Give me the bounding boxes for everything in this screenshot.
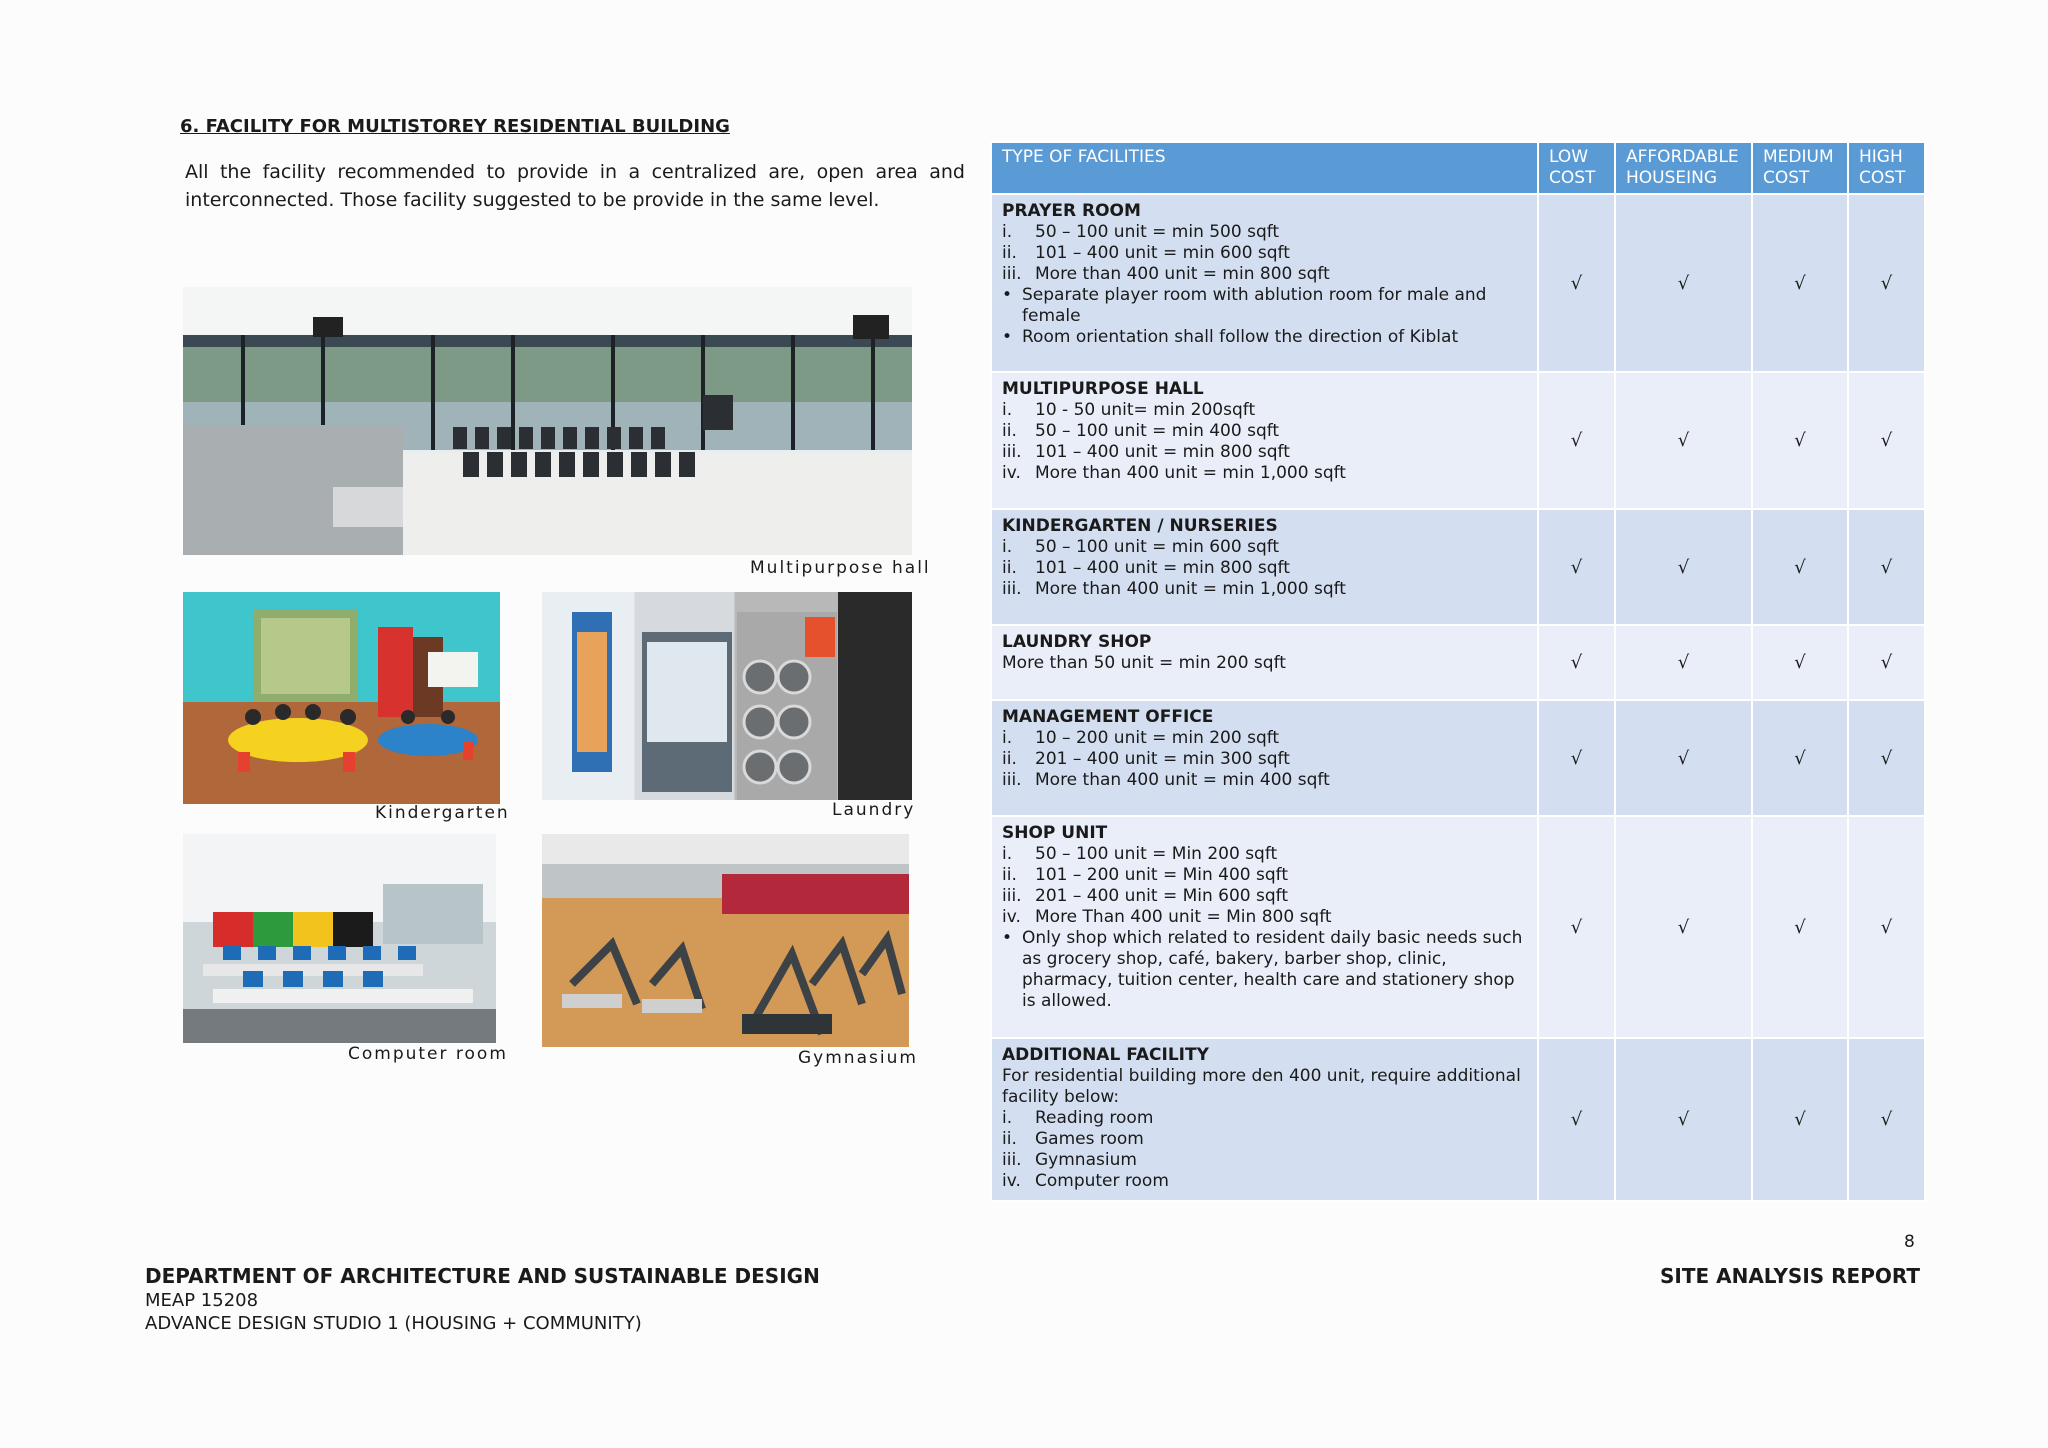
- footer-department: DEPARTMENT OF ARCHITECTURE AND SUSTAINABLE DESIGN: [145, 1264, 820, 1288]
- facility-title: PRAYER ROOM: [1002, 201, 1141, 221]
- check-mark-low-cost: √: [1538, 372, 1615, 509]
- facility-requirement-item: [1002, 770, 1527, 791]
- list-marker: ii.: [1002, 749, 1017, 769]
- check-mark-low-cost: √: [1538, 1038, 1615, 1201]
- check-mark-high-cost: √: [1848, 816, 1925, 1038]
- list-marker: i.: [1002, 537, 1013, 557]
- facility-bullet-note: [1002, 928, 1527, 1012]
- check-mark-medium-cost: √: [1752, 194, 1848, 372]
- bullet-icon: •: [1002, 928, 1013, 948]
- table-row: [991, 700, 1925, 816]
- list-item-text: 101 – 400 unit = min 800 sqft: [1035, 558, 1290, 578]
- list-marker: i.: [1002, 400, 1013, 420]
- facility-requirement-item: [1002, 537, 1527, 558]
- bullet-icon: •: [1002, 327, 1013, 347]
- facility-description-cell: [991, 1038, 1538, 1201]
- check-mark-high-cost: √: [1848, 625, 1925, 700]
- header-type-of-facilities: TYPE OF FACILITIES: [991, 142, 1538, 194]
- list-marker: i.: [1002, 1108, 1013, 1128]
- list-item-text: 50 – 100 unit = min 600 sqft: [1035, 537, 1280, 557]
- section-heading: 6. FACILITY FOR MULTISTOREY RESIDENTIAL BUILDING: [180, 116, 730, 137]
- facility-requirement-item: [1002, 1171, 1527, 1192]
- table-row: [991, 372, 1925, 509]
- bullet-icon: •: [1002, 285, 1013, 305]
- facility-requirement-item: [1002, 844, 1527, 865]
- list-marker: iii.: [1002, 770, 1022, 790]
- facility-requirement-item: [1002, 865, 1527, 886]
- list-marker: ii.: [1002, 421, 1017, 441]
- bullet-text: Separate player room with ablution room for male and female: [1022, 285, 1487, 326]
- facility-note: For residential building more den 400 unit, require additional facility below:: [1002, 1066, 1521, 1107]
- list-item-text: 50 – 100 unit = Min 200 sqft: [1035, 844, 1278, 864]
- table-row: [991, 509, 1925, 625]
- facility-description-cell: [991, 816, 1538, 1038]
- list-marker: iv.: [1002, 463, 1021, 483]
- laundry-caption: Laundry: [832, 800, 916, 820]
- laundry-photo: [542, 592, 912, 800]
- computer-room-caption: Computer room: [348, 1044, 508, 1064]
- list-item-text: 10 - 50 unit= min 200sqft: [1035, 400, 1256, 420]
- header-high-cost: HIGH COST: [1848, 142, 1925, 194]
- check-mark-affordable-housing: √: [1615, 1038, 1752, 1201]
- facility-requirement-item: [1002, 749, 1527, 770]
- facility-requirement-item: [1002, 1150, 1527, 1171]
- check-mark-low-cost: √: [1538, 700, 1615, 816]
- intro-paragraph: All the facility recommended to provide in a centralized are, open area and interconnected. Those facility suggested to be provide in the same level.: [185, 161, 965, 211]
- computer-room-photo: [183, 834, 496, 1043]
- list-marker: iii.: [1002, 579, 1022, 599]
- list-item-text: 10 – 200 unit = min 200 sqft: [1035, 728, 1280, 748]
- table-row: [991, 625, 1925, 700]
- check-mark-affordable-housing: √: [1615, 816, 1752, 1038]
- facility-requirement-item: [1002, 886, 1527, 907]
- list-item-text: Games room: [1035, 1129, 1144, 1149]
- list-marker: iii.: [1002, 442, 1022, 462]
- list-item-text: Gymnasium: [1035, 1150, 1137, 1170]
- list-item-text: More than 400 unit = min 800 sqft: [1035, 264, 1330, 284]
- check-mark-affordable-housing: √: [1615, 700, 1752, 816]
- facility-requirement-item: [1002, 400, 1527, 421]
- list-marker: i.: [1002, 844, 1013, 864]
- facilities-table: [990, 141, 1926, 1202]
- footer-course-name: ADVANCE DESIGN STUDIO 1 (HOUSING + COMMUNITY): [145, 1313, 642, 1334]
- list-marker: i.: [1002, 222, 1013, 242]
- facility-requirement-item: [1002, 728, 1527, 749]
- facility-requirement-item: [1002, 463, 1527, 484]
- facility-requirement-item: [1002, 579, 1527, 600]
- check-mark-affordable-housing: √: [1615, 194, 1752, 372]
- header-affordable-housing: AFFORDABLE HOUSEING: [1615, 142, 1752, 194]
- check-mark-low-cost: √: [1538, 625, 1615, 700]
- check-mark-medium-cost: √: [1752, 509, 1848, 625]
- check-mark-medium-cost: √: [1752, 1038, 1848, 1201]
- facility-requirement-item: [1002, 421, 1527, 442]
- list-item-text: More than 400 unit = min 1,000 sqft: [1035, 463, 1346, 483]
- facility-title: MANAGEMENT OFFICE: [1002, 707, 1214, 727]
- check-mark-affordable-housing: √: [1615, 509, 1752, 625]
- facility-bullet-note: [1002, 327, 1527, 348]
- facility-title: LAUNDRY SHOP: [1002, 632, 1152, 652]
- list-item-text: 50 – 100 unit = min 500 sqft: [1035, 222, 1280, 242]
- check-mark-medium-cost: √: [1752, 700, 1848, 816]
- facility-title: ADDITIONAL FACILITY: [1002, 1045, 1209, 1065]
- list-item-text: More than 400 unit = min 1,000 sqft: [1035, 579, 1346, 599]
- check-mark-high-cost: √: [1848, 700, 1925, 816]
- multipurpose-hall-photo: [183, 287, 912, 555]
- table-row: [991, 816, 1925, 1038]
- gymnasium-photo: [542, 834, 909, 1047]
- facility-bullet-note: [1002, 285, 1527, 327]
- kindergarten-caption: Kindergarten: [375, 803, 510, 823]
- list-marker: iii.: [1002, 1150, 1022, 1170]
- list-item-text: 101 – 400 unit = min 600 sqft: [1035, 243, 1290, 263]
- footer-course-code: MEAP 15208: [145, 1290, 259, 1311]
- check-mark-low-cost: √: [1538, 509, 1615, 625]
- header-medium-cost: MEDIUM COST: [1752, 142, 1848, 194]
- page-number: 8: [1904, 1232, 1915, 1252]
- footer-report-title: SITE ANALYSIS REPORT: [1660, 1264, 1920, 1288]
- table-row: [991, 1038, 1925, 1201]
- list-item-text: More Than 400 unit = Min 800 sqft: [1035, 907, 1332, 927]
- list-item-text: 101 – 200 unit = Min 400 sqft: [1035, 865, 1289, 885]
- list-item-text: More than 400 unit = min 400 sqft: [1035, 770, 1330, 790]
- multipurpose-hall-caption: Multipurpose hall: [750, 558, 931, 578]
- facility-requirement-item: [1002, 264, 1527, 285]
- bullet-text: Room orientation shall follow the direction of Kiblat: [1022, 327, 1459, 347]
- list-item-text: 201 – 400 unit = Min 600 sqft: [1035, 886, 1289, 906]
- list-marker: ii.: [1002, 558, 1017, 578]
- table-header-row: [991, 142, 1925, 194]
- list-item-text: Reading room: [1035, 1108, 1154, 1128]
- check-mark-medium-cost: √: [1752, 625, 1848, 700]
- check-mark-high-cost: √: [1848, 372, 1925, 509]
- table-row: [991, 194, 1925, 372]
- check-mark-medium-cost: √: [1752, 372, 1848, 509]
- list-item-text: 201 – 400 unit = min 300 sqft: [1035, 749, 1290, 769]
- list-marker: iii.: [1002, 886, 1022, 906]
- facility-requirement-item: [1002, 907, 1527, 928]
- bullet-text: Only shop which related to resident daily basic needs such as grocery shop, café, bakery, barber shop, clinic, pharmacy, tuition center, health care and stationery shop is allowed.: [1022, 928, 1523, 1011]
- facility-description-cell: [991, 194, 1538, 372]
- check-mark-low-cost: √: [1538, 194, 1615, 372]
- list-marker: ii.: [1002, 243, 1017, 263]
- gymnasium-caption: Gymnasium: [798, 1048, 918, 1068]
- check-mark-high-cost: √: [1848, 1038, 1925, 1201]
- header-low-cost: LOW COST: [1538, 142, 1615, 194]
- facility-requirement-item: [1002, 442, 1527, 463]
- facility-title: KINDERGARTEN / NURSERIES: [1002, 516, 1278, 536]
- check-mark-high-cost: √: [1848, 509, 1925, 625]
- facility-requirement-item: [1002, 1108, 1527, 1129]
- facility-requirement-item: [1002, 558, 1527, 579]
- facility-description-cell: [991, 625, 1538, 700]
- check-mark-affordable-housing: √: [1615, 625, 1752, 700]
- list-item-text: Computer room: [1035, 1171, 1169, 1191]
- check-mark-low-cost: √: [1538, 816, 1615, 1038]
- list-marker: ii.: [1002, 865, 1017, 885]
- facility-requirement-item: [1002, 243, 1527, 264]
- list-marker: i.: [1002, 728, 1013, 748]
- facility-title: MULTIPURPOSE HALL: [1002, 379, 1204, 399]
- check-mark-affordable-housing: √: [1615, 372, 1752, 509]
- facility-title: SHOP UNIT: [1002, 823, 1108, 843]
- facility-requirement-item: [1002, 222, 1527, 243]
- facility-description-cell: [991, 372, 1538, 509]
- check-mark-medium-cost: √: [1752, 816, 1848, 1038]
- list-marker: ii.: [1002, 1129, 1017, 1149]
- list-item-text: 101 – 400 unit = min 800 sqft: [1035, 442, 1290, 462]
- list-marker: iv.: [1002, 907, 1021, 927]
- list-marker: iv.: [1002, 1171, 1021, 1191]
- list-item-text: 50 – 100 unit = min 400 sqft: [1035, 421, 1280, 441]
- list-marker: iii.: [1002, 264, 1022, 284]
- facility-description-cell: [991, 700, 1538, 816]
- check-mark-high-cost: √: [1848, 194, 1925, 372]
- facility-description-cell: [991, 509, 1538, 625]
- kindergarten-photo: [183, 592, 500, 804]
- facility-note: More than 50 unit = min 200 sqft: [1002, 653, 1286, 673]
- facility-requirement-item: [1002, 1129, 1527, 1150]
